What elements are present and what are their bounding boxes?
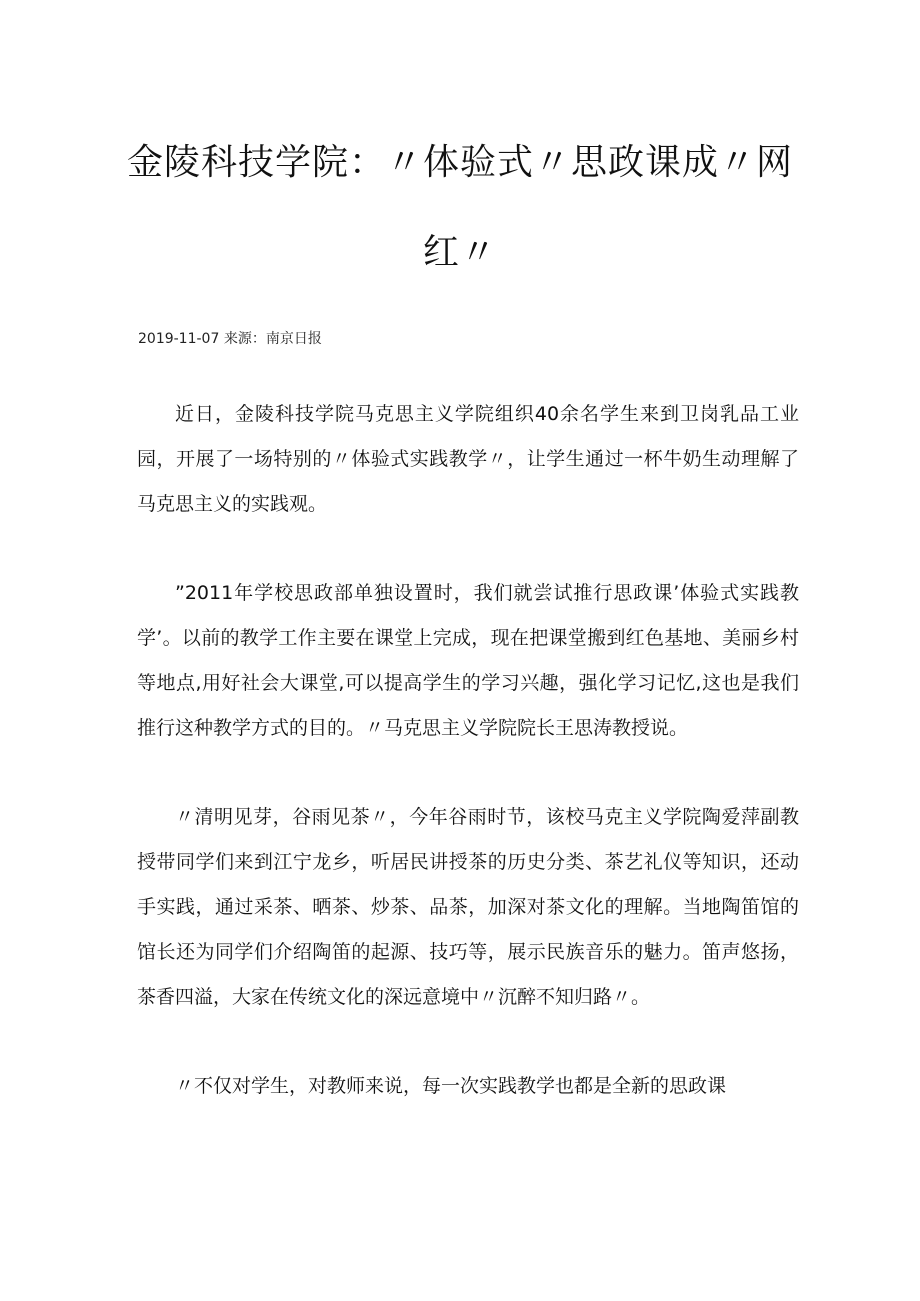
publish-date: 2019-11-07 [138, 331, 220, 347]
source-label: 来源： [223, 331, 266, 347]
paragraph: 〃不仅对学生，对教师来说，每一次实践教学也都是全新的思政课 [175, 1075, 727, 1097]
paragraph: 〃清明见芽，谷雨见茶〃，今年谷雨时节，该校马克主义学院陶爱萍副教授带同学们来到江宁龙乡，听居民讲授茶的历史分类、茶艺礼仪等知识，还动手实践，通过采茶、晒茶、炒茶、品茶，加深对茶文化的理解。当地陶笛馆的馆长还为同学们介绍陶笛的起源、技巧等，展示民族音乐的魅力。笛声悠扬，茶香四溢，大家在传统文化的深远意境中〃沉醉不知归路〃。 [137, 806, 799, 1008]
paragraph: 近日，金陵科技学院马克思主义学院组织40余名学生来到卫岗乳品工业园，开展了一场特别的〃体验式实践教学〃，让学生通过一杯牛奶生动理解了马克思主义的实践观。 [137, 403, 799, 515]
article-body [137, 392, 799, 1153]
article-meta [138, 329, 322, 349]
source-name: 南京日报 [265, 331, 322, 347]
paragraph: ”2011年学校思政部单独设置时，我们就尝试推行思政课’体验式实践教学’。以前的教学工作主要在课堂上完成，现在把课堂搬到红色基地、美丽乡村等地点,用好社会大课堂,可以提高学生的学习兴趣，强化学习记忆,这也是我们推行这种教学方式的目的。〃马克思主义学院院长王思涛教授说。 [137, 582, 799, 739]
article-title: 金陵科技学院：〃体验式〃思政课成〃网红〃 [126, 142, 793, 273]
